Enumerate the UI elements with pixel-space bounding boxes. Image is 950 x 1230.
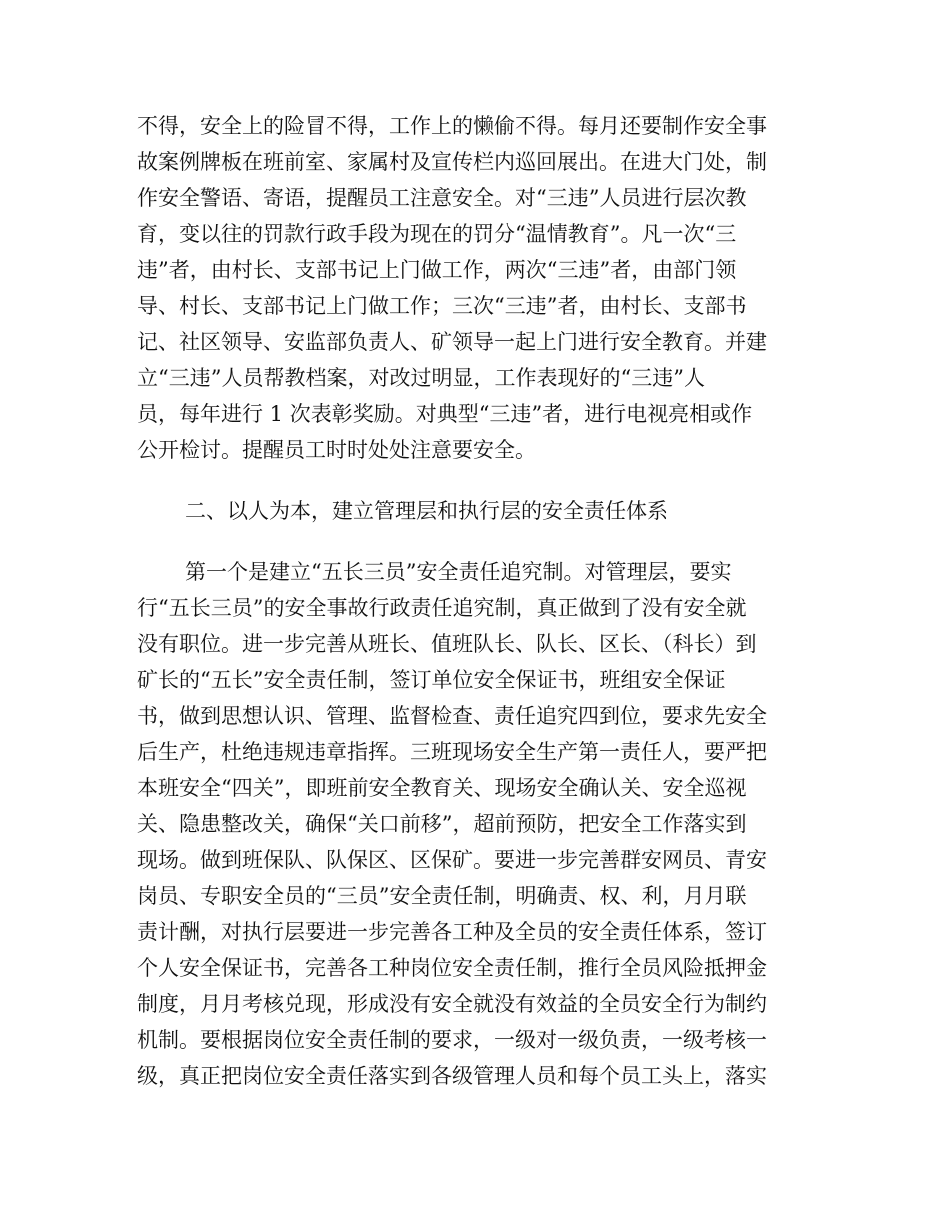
- paragraph-line: 关、隐患整改关，确保“关口前移”，超前预防，把安全工作落实到: [137, 812, 747, 836]
- paragraph-line: 导、村长、支部书记上门做工作；三次“三违”者，由村长、支部书: [137, 294, 747, 318]
- paragraph-line: 员，每年进行 1 次表彰奖励。对典型“三违”者，进行电视亮相或作: [137, 402, 753, 426]
- paragraph-line: 个人安全保证书，完善各工种岗位安全责任制，推行全员风险抵押金: [137, 956, 767, 980]
- paragraph-line: 矿长的“五长”安全责任制，签订单位安全保证书，班组安全保证: [137, 668, 726, 692]
- paragraph-line: 现场。做到班保队、队保区、区保矿。要进一步完善群安网员、青安: [137, 848, 767, 872]
- paragraph-line: 不得，安全上的险冒不得，工作上的懒偷不得。每月还要制作安全事: [137, 114, 767, 138]
- paragraph-line: 后生产，杜绝违规违章指挥。三班现场安全生产第一责任人，要严把: [137, 740, 767, 764]
- paragraph-line: 违”者，由村长、支部书记上门做工作，两次“三违”者，由部门领: [137, 258, 737, 282]
- paragraph-line: 记、社区领导、安监部负责人、矿领导一起上门进行安全教育。并建: [137, 330, 767, 354]
- paragraph-line: 育，变以往的罚款行政手段为现在的罚分“温情教育”。凡一次“三: [137, 222, 737, 246]
- paragraph-line: 第一个是建立“五长三员”安全责任追究制。对管理层，要实: [185, 560, 732, 584]
- paragraph-line: 制度，月月考核兑现，形成没有安全就没有效益的全员安全行为制约: [137, 992, 767, 1016]
- paragraph-line: 机制。要根据岗位安全责任制的要求，一级对一级负责，一级考核一: [137, 1028, 767, 1052]
- paragraph-line: 责计酬，对执行层要进一步完善各工种及全员的安全责任体系，签订: [137, 920, 767, 944]
- paragraph-line: 故案例牌板在班前室、家属村及宣传栏内巡回展出。在进大门处，制: [137, 150, 767, 174]
- paragraph-line: 作安全警语、寄语，提醒员工注意安全。对“三违”人员进行层次教: [137, 186, 747, 210]
- paragraph-line: 岗员、专职安全员的“三员”安全责任制，明确责、权、利，月月联: [137, 884, 747, 908]
- paragraph-line: 公开检讨。提醒员工时时处处注意要安全。: [137, 438, 536, 462]
- paragraph-line: 没有职位。进一步完善从班长、值班队长、队长、区长、（科长）到: [137, 632, 757, 656]
- paragraph-line: 行“五长三员”的安全事故行政责任追究制，真正做到了没有安全就: [137, 596, 747, 620]
- paragraph-line: 级，真正把岗位安全责任落实到各级管理人员和每个员工头上，落实: [137, 1064, 767, 1088]
- paragraph-line: 书，做到思想认识、管理、监督检查、责任追究四到位，要求先安全: [137, 704, 767, 728]
- section-heading: 二、以人为本，建立管理层和执行层的安全责任体系: [185, 499, 668, 523]
- paragraph-line: 本班安全“四关”，即班前安全教育关、现场安全确认关、安全巡视: [137, 776, 747, 800]
- paragraph-line: 立“三违”人员帮教档案，对改过明显，工作表现好的“三违”人: [137, 366, 705, 390]
